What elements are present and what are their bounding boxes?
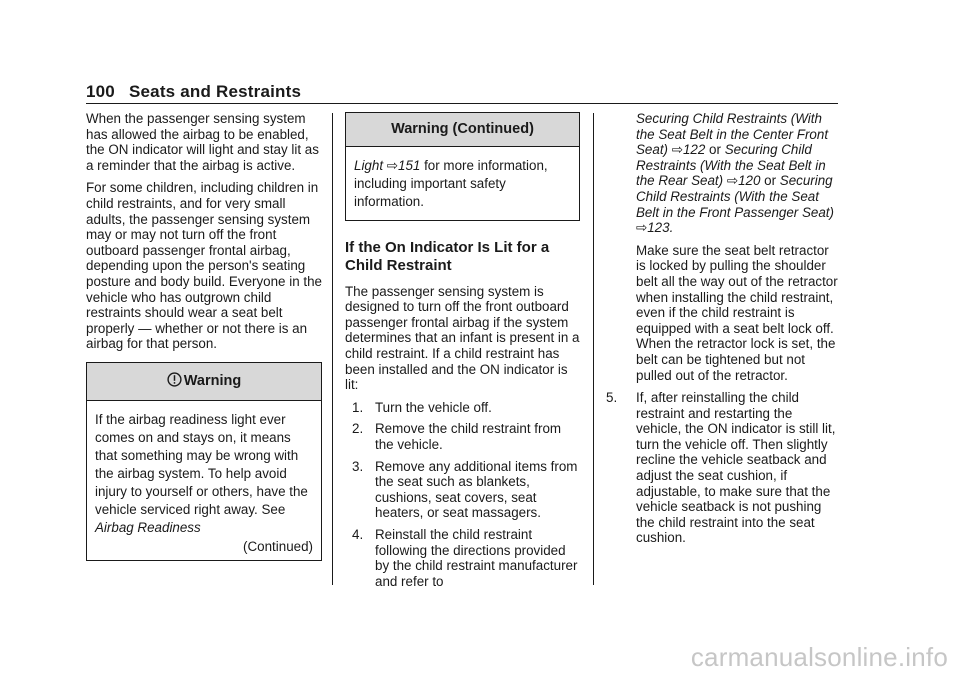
page-ref-arrow-icon: ⇨: [671, 142, 683, 158]
page-ref-arrow-icon: ⇨: [636, 220, 648, 236]
paragraph: For some children, including children in child restraints, and for very small adults, the passenger sensing system may or may not turn off the front outboard passenger frontal airbag, depending upon the person's seating posture and body build. Everyone in the vehicle who has outgrown child restraints should wear a seat belt properly — whether or not there is an airbag for that person.: [86, 180, 322, 352]
continued-label: (Continued): [243, 538, 313, 554]
list-item: [345, 459, 580, 521]
page-number: 100: [86, 82, 115, 101]
paragraph: Make sure the seat belt retractor is locked by pulling the shoulder belt all the way out of the retractor when installing the child restraint, even if the child restraint is equipped with a seat belt lock off. When the retractor lock is set, the belt can be tightened but not pulled out of the retractor.: [636, 242, 838, 383]
warning-continued-body: [346, 147, 579, 220]
list-item: [345, 421, 580, 452]
page-header: [86, 82, 301, 102]
step-text: If, after reinstalling the child restraint and restarting the vehicle, the ON indicator is still lit, turn the vehicle off. Then slightly recline the vehicle seatback and adjust the seat cushion, if adjustable, to make sure that the vehicle seatback is not pushing the child restraint into the seat cushion.: [636, 390, 836, 546]
warning-icon: [167, 372, 182, 392]
column-divider-right: [593, 113, 594, 585]
xref-rear-seat[interactable]: Securing Child Restraints (With the Seat Belt in the Rear Seat): [636, 142, 826, 189]
steps-list: [345, 400, 580, 590]
warning-continued-header: Warning (Continued): [346, 113, 579, 147]
xref-front-passenger-seat[interactable]: Securing Child Restraints (With the Seat Belt in the Front Passenger Seat): [636, 173, 834, 220]
column-divider-left: [332, 113, 333, 585]
warning-body: [87, 401, 321, 560]
step-number: 3.: [352, 458, 364, 474]
connector-text: or: [705, 142, 725, 158]
step-text: Remove the child restraint from the vehicle.: [375, 421, 562, 452]
airbag-readiness-link[interactable]: Airbag Readiness: [95, 519, 201, 535]
step-number: 5.: [606, 390, 618, 406]
page-ref[interactable]: 151: [398, 157, 421, 173]
list-item: [345, 527, 580, 589]
xref-center-front-seat[interactable]: Securing Child Restraints (With the Seat Belt in the Center Front Seat): [636, 111, 829, 158]
warning-header: [87, 363, 321, 401]
warning-continued-box: [345, 112, 580, 221]
cross-reference-paragraph: [606, 111, 840, 236]
warning-text: for more information, including important safety information.: [354, 157, 548, 209]
connector-text: or: [760, 173, 777, 189]
warning-title: Warning: [183, 372, 242, 389]
section-title: If the On Indicator Is Lit for a Child Restraint: [345, 238, 550, 274]
watermark: carmanualsonline.info: [690, 642, 948, 672]
column-3: [606, 111, 840, 552]
column-2: [345, 102, 580, 595]
warning-text: If the airbag readiness light ever comes on and stays on, it means that something may be wrong with the airbag system. To help avoid injury to yourself or others, have the vehicle serviced right away. See: [95, 411, 308, 517]
step-text: Remove any additional items from the seat such as blankets, cushions, seat covers, seat heaters, or seat massagers.: [375, 458, 578, 521]
airbag-readiness-light-link[interactable]: Light: [354, 157, 384, 173]
step-number: 2.: [352, 421, 364, 437]
paragraph: The passenger sensing system is designed to turn off the front outboard passenger frontal airbag if the system determines that an infant is present in a child restraint. If a child restraint has been installed and the ON indicator is lit:: [345, 283, 580, 393]
page-ref[interactable]: 123.: [647, 220, 674, 236]
steps-list: [606, 390, 840, 546]
page-section-title: Seats and Restraints: [128, 82, 302, 101]
page-ref[interactable]: 120: [738, 173, 761, 189]
warning-box: [86, 362, 322, 561]
step-number: 1.: [352, 399, 364, 415]
list-item: [345, 400, 580, 416]
page-ref-arrow-icon: ⇨: [726, 173, 739, 189]
paragraph: When the passenger sensing system has allowed the airbag to be enabled, the ON indicator will light and stay lit as a reminder that the airbag is active.: [86, 111, 319, 173]
page-ref[interactable]: 122: [682, 142, 706, 158]
list-item: [606, 390, 840, 546]
step-text: Turn the vehicle off.: [375, 399, 492, 415]
column-1: [86, 111, 322, 561]
step-number: 4.: [352, 526, 364, 542]
step-text: Reinstall the child restraint following the directions provided by the child restraint manufacturer and refer to: [375, 526, 578, 589]
page-ref-arrow-icon: ⇨: [386, 157, 399, 173]
